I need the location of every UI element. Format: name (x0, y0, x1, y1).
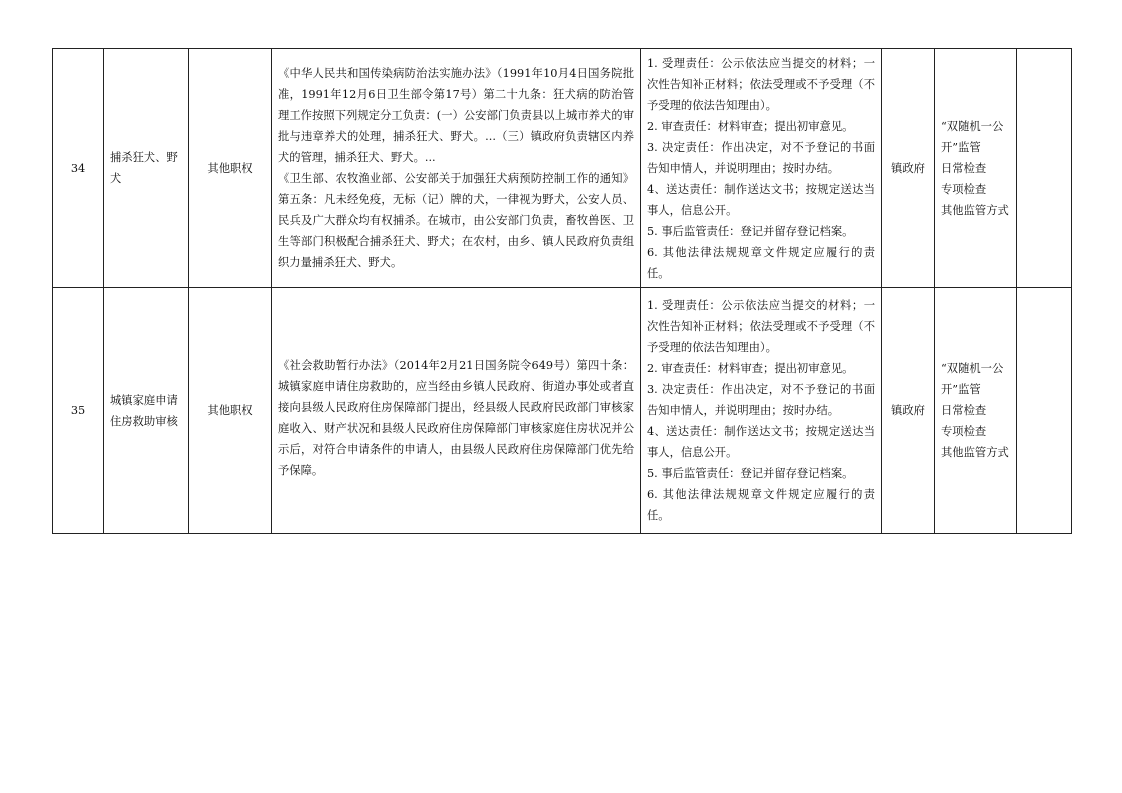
responsibility-item: 5. 事后监管责任：登记并留存登记档案。 (647, 224, 854, 238)
basis-paragraph: 《社会救助暂行办法》（2014年2月21日国务院令649号）第四十条：城镇家庭申请住房救助的，应当经由乡镇人民政府、街道办事处或者直接向县级人民政府住房保障部门提出，经县级人民政府民政部门审核家庭收入、财产状况和县级人民政府住房保障部门审核家庭住房状况并公示后，对符合申请条件的申请人，由县级人民政府住房保障部门优先给予保障。 (278, 358, 634, 477)
responsible-subject: 镇政府 (882, 49, 935, 288)
supervision-methods (935, 49, 1017, 288)
responsibility-item: 5. 事后监管责任：登记并留存登记档案。 (647, 467, 854, 480)
supervision-methods (935, 288, 1017, 534)
power-type: 其他职权 (189, 288, 272, 534)
supervision-item: 专项检查 (941, 182, 987, 196)
responsibility-item: 1. 受理责任：公示依法应当提交的材料；一次性告知补正材料；依法受理或不予受理（不予受理的依法告知理由）。 (647, 299, 875, 354)
responsibility-item: 6. 其他法律法规规章文件规定应履行的责任。 (647, 245, 875, 280)
supervision-item: 日常检查 (941, 161, 987, 175)
power-name: 捕杀狂犬、野犬 (104, 49, 189, 288)
table-row (53, 288, 1072, 534)
responsibility-item: 2. 审查责任：材料审查；提出初审意见。 (647, 362, 854, 375)
responsibility-list (641, 288, 882, 534)
remark-cell (1017, 49, 1072, 288)
power-type: 其他职权 (189, 49, 272, 288)
basis-paragraph: 《中华人民共和国传染病防治法实施办法》（1991年10月4日国务院批准，1991年12月6日卫生部令第17号）第二十九条：狂犬病的防治管理工作按照下列规定分工负责：(一）公安部门负责县以上城市养犬的审批与违章养犬的处理，捕杀狂犬、野犬。...（三）镇政府负责辖区内养犬的管理，捕杀狂犬、野犬。... (278, 67, 634, 164)
remark-cell (1017, 288, 1072, 534)
responsibility-item: 4、送达责任：制作送达文书；按规定送达当事人，信息公开。 (647, 425, 875, 459)
responsibility-list (641, 49, 882, 288)
responsibility-item: 3. 决定责任：作出决定，对不予登记的书面告知申情人，并说明理由；按时办结。 (647, 140, 875, 175)
responsibility-item: 3. 决定责任：作出决定，对不予登记的书面告知申情人，并说明理由；按时办结。 (647, 383, 875, 417)
supervision-item: “双随机一公开”监管 (941, 362, 1004, 396)
responsibility-item: 2. 审查责任：材料审查；提出初审意见。 (647, 119, 854, 133)
responsibility-item: 6. 其他法律法规规章文件规定应履行的责任。 (647, 488, 875, 522)
legal-basis (272, 49, 641, 288)
row-number: 35 (53, 288, 104, 534)
legal-basis (272, 288, 641, 534)
table-row (53, 49, 1072, 288)
responsibility-item: 4、送达责任：制作送达文书；按规定送达当事人，信息公开。 (647, 182, 875, 217)
power-list-table (52, 48, 1072, 534)
supervision-item: 其他监管方式 (941, 203, 1009, 217)
supervision-item: 其他监管方式 (941, 446, 1009, 459)
responsibility-item: 1. 受理责任：公示依法应当提交的材料；一次性告知补正材料；依法受理或不予受理（不予受理的依法告知理由）。 (647, 56, 875, 112)
power-name: 城镇家庭申请住房救助审核 (104, 288, 189, 534)
basis-paragraph: 《卫生部、农牧渔业部、公安部关于加强狂犬病预防控制工作的通知》第五条：凡未经免疫，无标（记）牌的犬，一律视为野犬，公安人员、民兵及广大群众均有权捕杀。在城市，由公安部门负责，畜牧兽医、卫生等部门积极配合捕杀狂犬、野犬；在农村，由乡、镇人民政府负责组织力量捕杀狂犬、野犬。 (278, 172, 634, 269)
row-number: 34 (53, 49, 104, 288)
responsible-subject: 镇政府 (882, 288, 935, 534)
supervision-item: “双随机一公开”监管 (941, 119, 1004, 154)
supervision-item: 专项检查 (941, 425, 987, 438)
supervision-item: 日常检查 (941, 404, 987, 417)
